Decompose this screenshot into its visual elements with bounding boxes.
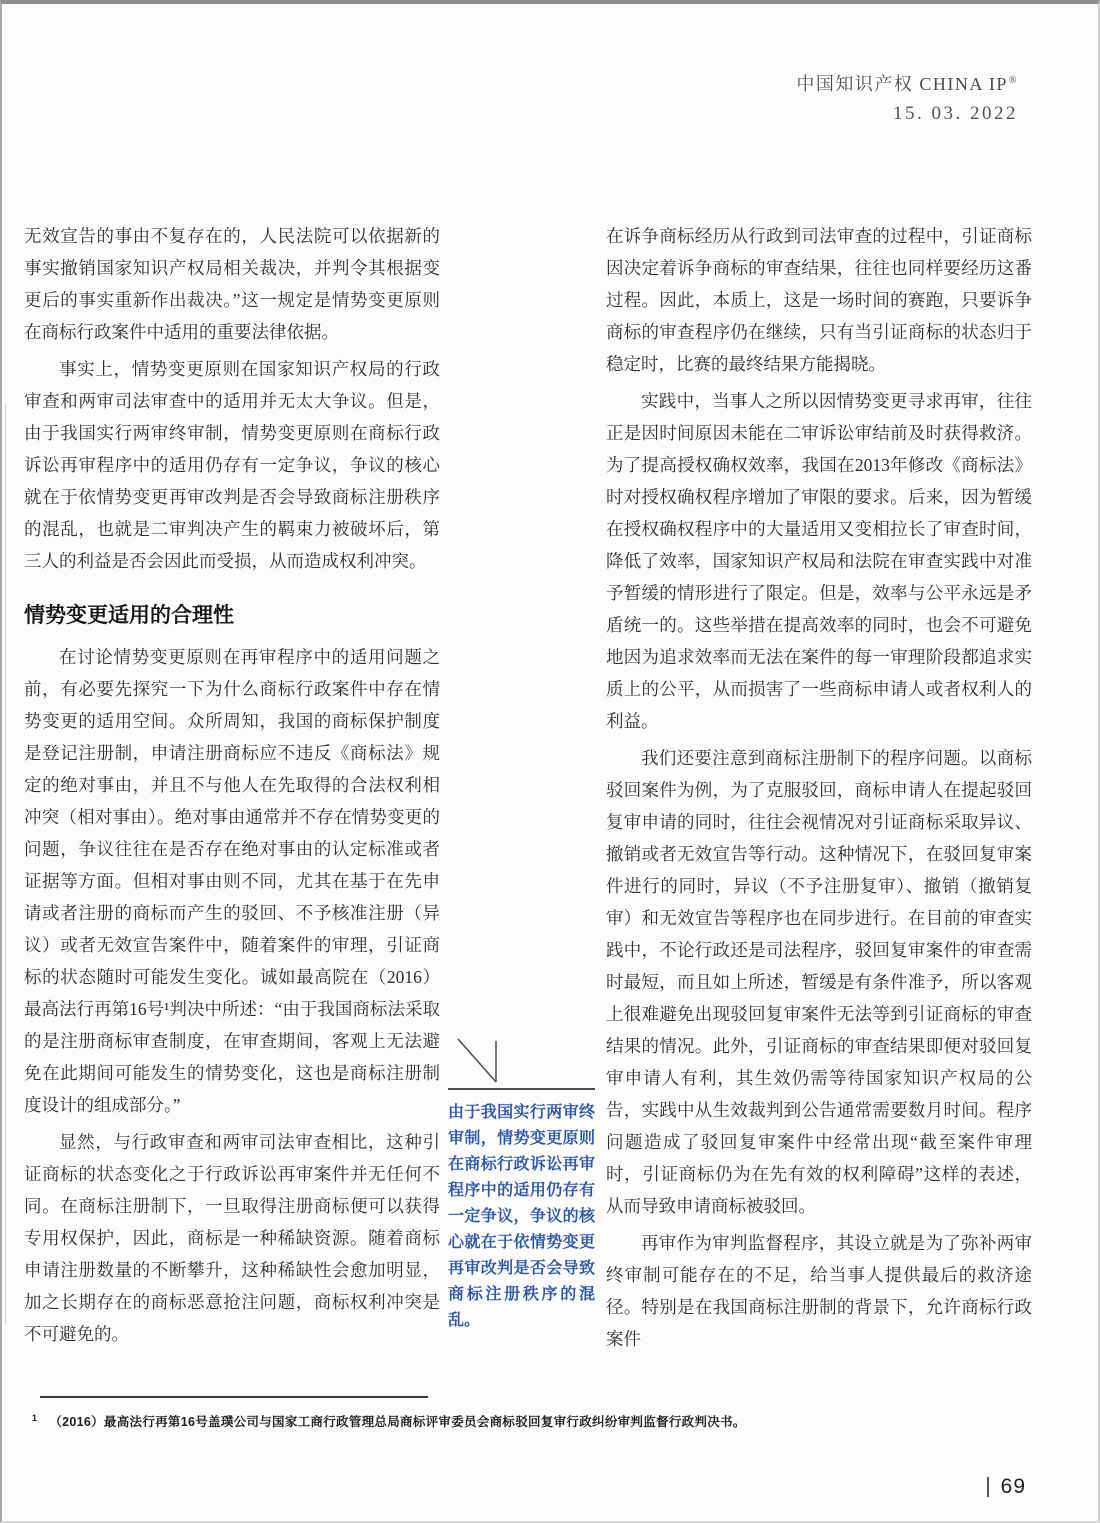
right-paragraph-2: 实践中，当事人之所以因情势变更寻求再审，往往正是因时间原因未能在二审诉讼审结前及时获得救济。为了提高授权确权效率，我国在2013年修改《商标法》时对授权确权程序增加了审限的要求。后来，因为暂缓在授权确权程序中的大量适用又变相拉长了审查时间，降低了效率，国家知识产权局和法院在审查实践中对准予暂缓的情形进行了限定。但是，效率与公平永远是矛盾统一的。这些举措在提高效率的同时，也会不可避免地因为追求效率而无法在案件的每一审理阶段都追求实质上的公平，从而损害了一些商标申请人或者权利人的利益。 xyxy=(606,391,1032,731)
footnote-text: （2016）最高法行再第16号盖璞公司与国家工商行政管理总局商标评审委员会商标驳回复审行政纠纷审判监督行政判决书。 xyxy=(49,1415,746,1429)
page-number-divider xyxy=(987,1477,989,1497)
pull-quote xyxy=(448,1036,595,1334)
left-paragraph-1: 无效宣告的事由不复存在的，人民法院可以依据新的事实撤销国家知识产权局相关裁决，并判令其根据变更后的事实重新作出裁决。”这一规定是情势变更原则在商标行政案件中适用的重要法律依据。 xyxy=(24,226,440,342)
right-paragraph-1: 在诉争商标经历从行政到司法审查的过程中，引证商标因决定着诉争商标的审查结果，往往也同样要经历这番过程。因此，本质上，这是一场时间的赛跑，只要诉争商标的审查程序仍在继续，只有当引证商标的状态归于稳定时，比赛的最终结果方能揭晓。 xyxy=(606,226,1032,374)
footnote-rule xyxy=(40,1396,428,1398)
scan-artifact-line xyxy=(5,404,6,1324)
masthead xyxy=(796,70,1018,125)
right-paragraph-3: 我们还要注意到商标注册制下的程序问题。以商标驳回案件为例，为了克服驳回，商标申请人在提起驳回复审申请的同时，往往会视情况对引证商标采取异议、撤销或者无效宣告等行动。这种情况下，在驳回复审案件进行的同时，异议（不予注册复审）、撤销（撤销复审）和无效宣告等程序也在同步进行。在目前的审查实践中，不论行政还是司法程序，驳回复审案件的审查需时最短，而且如上所述，暂缓是有条件准予，所以客观上很难避免出现驳回复审案件无法等到引证商标的审查结果的情况。此外，引证商标的审查结果即便对驳回复审申请人有利，其生效仍需等待国家知识产权局的公告，实践中从生效裁判到公告通常需要数月时间。程序问题造成了驳回复审案件中经常出现“截至案件审理时，引证商标仍为在先有效的权利障碍”这样的表述，从而导致申请商标被驳回。 xyxy=(606,748,1032,1216)
left-paragraph-2: 事实上，情势变更原则在国家知识产权局的行政审查和两审司法审查中的适用并无太大争议。但是，由于我国实行两审终审制，情势变更原则在商标行政诉讼再审程序中的适用仍存有一定争议，争议的核心就在于依情势变更再审改判是否会导致商标注册秩序的混乱，也就是二审判决产生的羁束力被破坏后，第三人的利益是否会因此而受损，从而造成权利冲突。 xyxy=(24,359,440,571)
publication-name: 中国知识产权 CHINA IP xyxy=(796,74,1008,94)
footnote-marker: 1 xyxy=(32,1412,38,1423)
left-paragraph-3: 在讨论情势变更原则在再审程序中的适用问题之前，有必要先探究一下为什么商标行政案件中存在情势变更的适用空间。众所周知，我国的商标保护制度是登记注册制，申请注册商标应不违反《商标法》规定的绝对事由，并且不与他人在先取得的合法权利相冲突（相对事由）。绝对事由通常并不存在情势变更的问题，争议往往在是否存在绝对事由的认定标准或者证据等方面。但相对事由则不同，尤其在基于在先申请或者注册的商标而产生的驳回、不予核准注册（异议）或者无效宣告案件中，随着案件的审理，引证商标的状态随时可能发生变化。诚如最高院在（2016）最高法行再第16号¹判决中所述：“由于我国商标法采取的是注册商标审查制度，在审查期间，客观上无法避免在此期间可能发生的情势变化，这也是商标注册制度设计的组成部分。” xyxy=(24,647,440,1115)
issue-date: 15. 03. 2022 xyxy=(893,103,1018,124)
page-number-block xyxy=(987,1475,1026,1499)
pull-quote-rule xyxy=(448,1088,595,1090)
footnote xyxy=(32,1396,972,1430)
footnote-line xyxy=(32,1412,972,1430)
publication-title xyxy=(796,70,1018,96)
arrow-down-right-icon xyxy=(454,1036,500,1086)
pull-quote-text: 由于我国实行两审终审制，情势变更原则在商标行政诉讼再审程序中的适用仍存有一定争议，争议的核心就在于依情势变更再审改判是否会导致商标注册秩序的混乱。 xyxy=(448,1104,595,1329)
page-number: 69 xyxy=(1000,1475,1026,1498)
section-heading: 情势变更适用的合理性 xyxy=(24,604,234,627)
right-paragraph-4: 再审作为审判监督程序，其设立就是为了弥补两审终审制可能存在的不足，给当事人提供最后的救济途径。特别是在我国商标注册制的背景下，允许商标行政案件 xyxy=(606,1233,1032,1349)
registered-mark: ® xyxy=(1008,75,1018,86)
left-column xyxy=(24,220,440,1350)
right-column xyxy=(606,220,1032,1355)
left-paragraph-4: 显然，与行政审查和两审司法审查相比，这种引证商标的状态变化之于行政诉讼再审案件并无任何不同。在商标注册制下，一旦取得注册商标便可以获得专用权保护，因此，商标是一种稀缺资源。随着商标申请注册数量的不断攀升，这种稀缺性会愈加明显，加之长期存在的商标恶意抢注问题，商标权利冲突是不可避免的。 xyxy=(24,1132,440,1344)
